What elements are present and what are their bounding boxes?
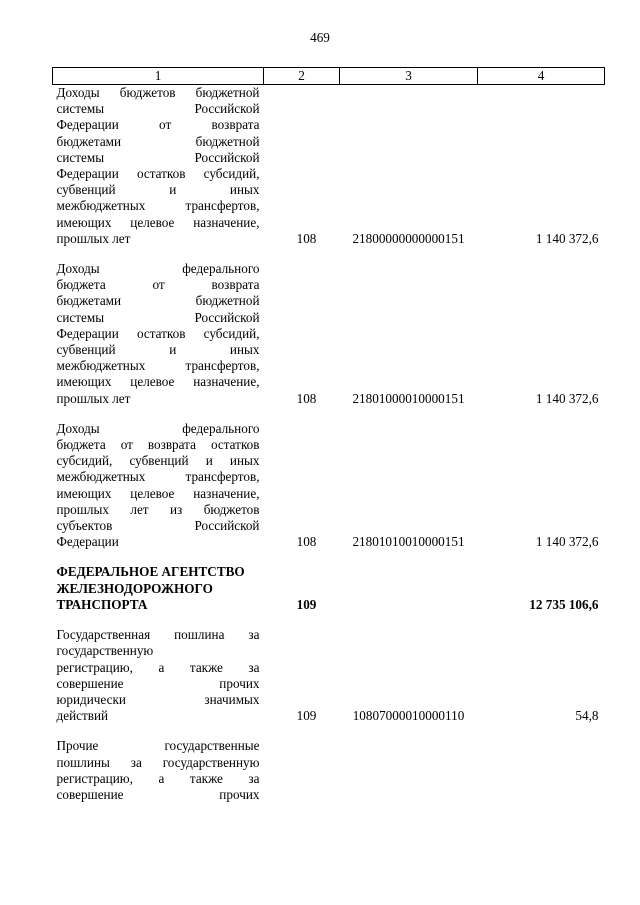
- description-line: прошлых лет: [56, 230, 131, 246]
- page-number: 469: [310, 30, 330, 45]
- kbk-code: 21801000010000151: [352, 390, 465, 406]
- description-line: имеющих целевое назначение,: [56, 374, 260, 390]
- admin-code: 108: [296, 534, 317, 550]
- table-row: [53, 261, 605, 407]
- admin-code: 108: [296, 390, 317, 406]
- description-line: межбюджетных трансфертов,: [56, 358, 260, 374]
- description-line: пошлины за государственную: [56, 754, 260, 770]
- row-description: [53, 564, 264, 613]
- description-line: юридически значимых: [56, 691, 260, 707]
- description-line: бюджета от возврата остатков: [56, 437, 260, 453]
- description-line: имеющих целевое назначение,: [56, 214, 260, 230]
- row-description: [53, 261, 264, 407]
- description-line: ЖЕЛЕЗНОДОРОЖНОГО: [56, 580, 213, 596]
- description-line: совершение прочих: [56, 786, 260, 802]
- kbk-code: 10807000010000110: [352, 708, 465, 724]
- budget-table: [52, 67, 605, 803]
- description-line: действий: [56, 708, 109, 724]
- description-line: Прочие государственные: [56, 738, 260, 754]
- description-line: регистрацию, а также за: [56, 659, 260, 675]
- table-row: [53, 85, 605, 248]
- row-description: [53, 85, 264, 248]
- description-line: регистрацию, а также за: [56, 770, 260, 786]
- description-line: прошлых лет: [56, 390, 131, 406]
- description-line: ФЕДЕРАЛЬНОЕ АГЕНТСТВО: [56, 564, 245, 580]
- description-line: субъектов Российской: [56, 518, 260, 534]
- description-line: ТРАНСПОРТА: [56, 596, 148, 612]
- description-line: межбюджетных трансфертов,: [56, 469, 260, 485]
- description-line: бюджетами бюджетной: [56, 293, 260, 309]
- description-line: имеющих целевое назначение,: [56, 485, 260, 501]
- table-row: [53, 421, 605, 551]
- description-line: Федерации: [56, 534, 119, 550]
- table-row: [53, 627, 605, 724]
- description-line: Федерации остатков субсидий,: [56, 325, 260, 341]
- description-line: субсидий, субвенций и иных: [56, 453, 260, 469]
- table-row: [53, 738, 605, 803]
- description-line: Государственная пошлина за: [56, 627, 260, 643]
- description-line: прошлых лет из бюджетов: [56, 501, 260, 517]
- kbk-code: 21801010010000151: [352, 534, 465, 550]
- amount: [478, 738, 605, 803]
- description-line: Доходы бюджетов бюджетной: [56, 85, 260, 100]
- description-line: Доходы федерального: [56, 261, 260, 277]
- description-line: субвенций и иных: [56, 182, 260, 198]
- amount: 1 140 372,6: [535, 534, 599, 550]
- description-line: системы Российской: [56, 101, 260, 117]
- row-description: [53, 738, 264, 803]
- admin-code: [264, 738, 340, 803]
- description-line: государственную: [56, 643, 154, 659]
- row-description: [53, 627, 264, 724]
- description-line: субвенций и иных: [56, 342, 260, 358]
- description-line: системы Российской: [56, 309, 260, 325]
- amount: 12 735 106,6: [529, 596, 599, 612]
- description-line: межбюджетных трансфертов,: [56, 198, 260, 214]
- amount: 1 140 372,6: [535, 230, 599, 246]
- admin-code: 108: [296, 230, 317, 246]
- admin-code: 109: [296, 708, 317, 724]
- kbk-code: [340, 738, 478, 803]
- amount: 1 140 372,6: [535, 390, 599, 406]
- kbk-code: [340, 564, 478, 613]
- amount: 54,8: [575, 708, 599, 724]
- description-line: совершение прочих: [56, 675, 260, 691]
- table-row-agency: [53, 564, 605, 613]
- column-header: 3: [340, 68, 478, 85]
- table-header: [53, 68, 605, 85]
- kbk-code: 21800000000000151: [352, 230, 465, 246]
- description-line: бюджета от возврата: [56, 277, 260, 293]
- description-line: бюджетами бюджетной: [56, 133, 260, 149]
- column-header: 4: [478, 68, 605, 85]
- description-line: Федерации остатков субсидий,: [56, 166, 260, 182]
- description-line: Федерации от возврата: [56, 117, 260, 133]
- column-header: 2: [264, 68, 340, 85]
- description-line: системы Российской: [56, 149, 260, 165]
- column-header: 1: [53, 68, 264, 85]
- admin-code: 109: [296, 596, 317, 612]
- description-line: Доходы федерального: [56, 420, 260, 436]
- row-description: [53, 421, 264, 551]
